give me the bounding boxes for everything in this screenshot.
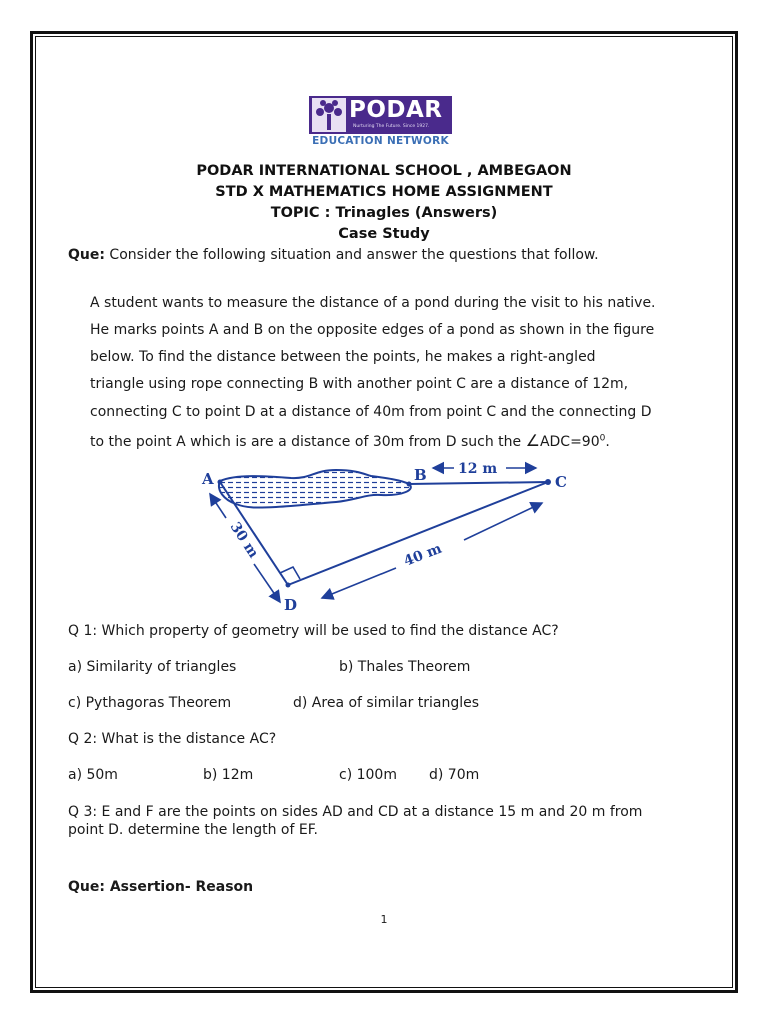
last-line-end: . [605, 434, 610, 450]
school-name: PODAR INTERNATIONAL SCHOOL , AMBEGAON [196, 163, 572, 179]
logo-banner [309, 96, 452, 134]
q2-option-d: d) 70m [429, 767, 480, 783]
topic-title: TOPIC : Trinagles (Answers) [270, 205, 498, 221]
question-1: Q 1: Which property of geometry will be used to find the distance AC? [68, 623, 559, 639]
angle-expression: ADC=90 [539, 434, 600, 450]
que-text: Consider the following situation and answer the questions that follow. [104, 247, 599, 263]
label-ad: 30 m [226, 519, 262, 562]
label-b: B [414, 466, 427, 484]
case-study-question [68, 247, 599, 263]
assignment-title: STD X MATHEMATICS HOME ASSIGNMENT [215, 184, 553, 200]
label-d: D [284, 596, 298, 614]
logo-network: EDUCATION NETWORK [312, 135, 449, 147]
question-3-line-2: point D. determine the length of EF. [68, 822, 318, 838]
degree-superscript: 0 [599, 433, 606, 444]
label-dc: 40 m [401, 540, 445, 570]
point-a-dot [218, 480, 223, 485]
question-3-line-1: Q 3: E and F are the points on sides AD and CD at a distance 15 m and 20 m from [68, 804, 643, 820]
angle-symbol: ∠ [525, 431, 540, 450]
q1-option-c: c) Pythagoras Theorem [68, 695, 232, 711]
paragraph-line-last [90, 431, 610, 450]
q1-option-d: d) Area of similar triangles [293, 695, 480, 711]
last-line-prefix: to the point A which is are a distance of 30m from D such the [90, 434, 526, 450]
paragraph-line: triangle using rope connecting B with another point C are a distance of 12m, [90, 376, 629, 392]
section-title: Case Study [338, 226, 430, 242]
label-c: C [555, 473, 567, 491]
logo-tagline: Nurturing The Future. Since 1927. [353, 124, 430, 129]
label-a: A [202, 470, 214, 488]
q2-option-c: c) 100m [339, 767, 397, 783]
dc-arrow-high [464, 503, 542, 540]
line-bc [409, 482, 548, 484]
point-d-dot [286, 583, 291, 588]
tree-icon [312, 98, 346, 132]
paragraph-line: He marks points A and B on the opposite edges of a pond as shown in the figure [90, 322, 655, 338]
page-number: 1 [380, 913, 388, 926]
point-c-dot [545, 479, 551, 485]
paragraph-line: below. To find the distance between the points, he makes a right-angled [90, 349, 596, 365]
dc-arrow-low [322, 568, 396, 598]
point-b-dot [407, 482, 412, 487]
label-bc: 12 m [458, 461, 498, 477]
pond-shape [219, 470, 411, 508]
que-label: Que: [68, 247, 105, 263]
paragraph-line: connecting C to point D at a distance of 40m from point C and the connecting D [90, 404, 652, 420]
ad-arrow-down [254, 564, 280, 602]
paragraph-line: A student wants to measure the distance of a pond during the visit to his native. [90, 295, 656, 311]
q1-option-a: a) Similarity of triangles [68, 659, 237, 675]
assertion-reason-heading: Que: Assertion- Reason [68, 879, 254, 895]
podar-logo [309, 96, 452, 148]
logo-brand: PODAR [349, 97, 443, 123]
q2-option-b: b) 12m [203, 767, 254, 783]
question-2: Q 2: What is the distance AC? [68, 731, 277, 747]
q2-option-a: a) 50m [68, 767, 118, 783]
pond-triangle-figure [196, 460, 580, 614]
q1-option-b: b) Thales Theorem [339, 659, 471, 675]
